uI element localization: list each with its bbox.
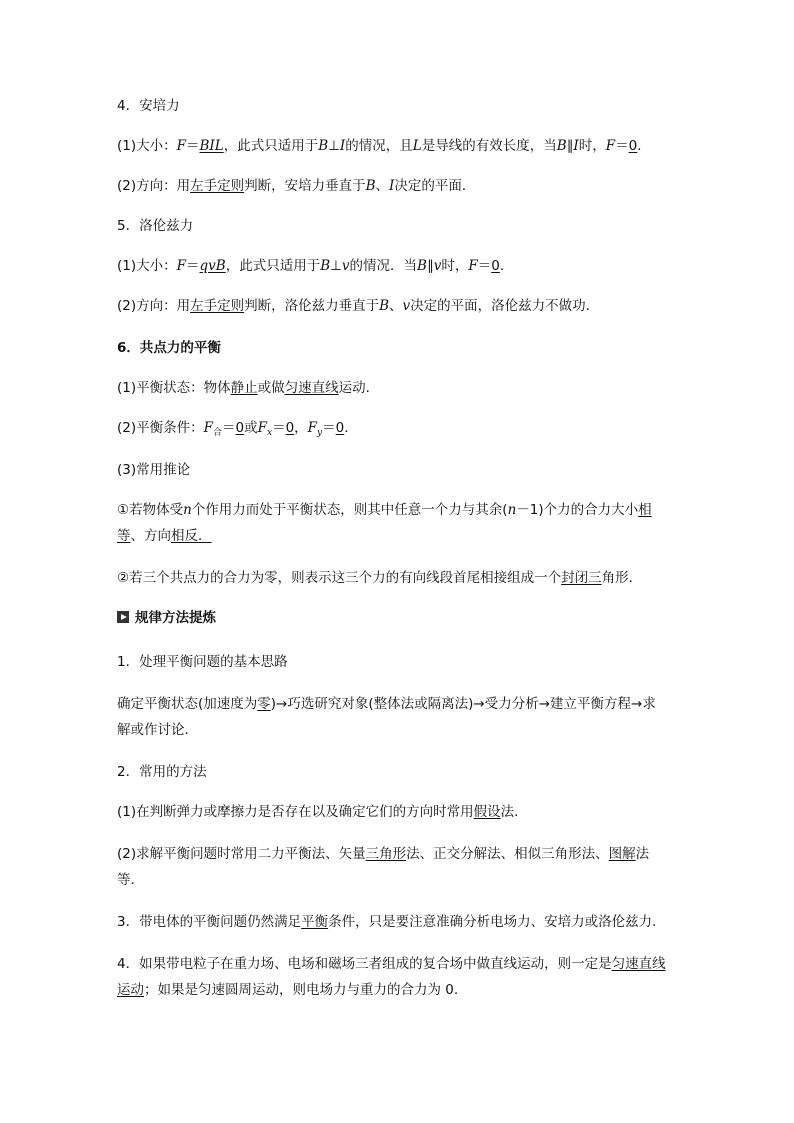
text: (2)方向：用 (117, 178, 191, 194)
answer-blank: 等 (117, 528, 131, 544)
text: 确定平衡状态(加速度为 (117, 696, 258, 712)
ampere-force-magnitude (117, 136, 642, 156)
text: ①若物体受 (117, 502, 184, 518)
text: 的情况，且 (345, 138, 413, 154)
subscript: x (266, 428, 273, 438)
symbol: ∥ (566, 138, 574, 154)
answer-blank: 零 (257, 696, 271, 712)
symbol: F (468, 258, 478, 274)
symbol: v (402, 298, 411, 314)
text: (1)大小： (117, 138, 177, 154)
answer-blank: 左手定则 (190, 298, 245, 314)
answer-blank: 匀速直线 (611, 956, 666, 972)
text: 判断，洛伦兹力垂直于 (244, 298, 380, 314)
section-title: 1．处理平衡问题的基本思路 (117, 654, 288, 670)
answer-blank: 相 (638, 502, 652, 518)
text: 法、正交分解法、相似三角形法、 (406, 846, 609, 862)
subscript: 合 (213, 428, 223, 438)
section-title: 2．常用的方法 (117, 764, 207, 780)
text: 判断，安培力垂直于 (244, 178, 366, 194)
text: ， (294, 420, 308, 436)
symbol: ⊥ (330, 258, 342, 274)
text: 4．如果带电粒子在重力场、电场和磁场三者组成的复合场中做直线运动，则一定是 (117, 956, 612, 972)
text: 个作用力而处于平衡状态，则其中任意一个力与其余( (191, 502, 508, 518)
section-title: 6．共点力的平衡 (117, 340, 221, 356)
answer-blank: 相反． (171, 528, 212, 544)
answer-blank: 运动 (117, 982, 144, 998)
text: 时， (441, 258, 469, 274)
lorentz-force-magnitude (117, 256, 504, 276)
text: 时， (578, 138, 606, 154)
text: ＝ (186, 138, 200, 154)
symbol: F (307, 420, 318, 436)
section-title: 5．洛伦兹力 (117, 218, 194, 234)
text: 决定的平面，洛伦兹力不做功． (410, 298, 600, 314)
answer-blank: 0 (285, 420, 295, 436)
text: ；如果是匀速圆周运动，则电场力与重力的合力为 0. (144, 982, 459, 998)
text: 是导线的有效长度，当 (421, 138, 557, 154)
text: (3)常用推论 (117, 462, 191, 478)
equilibrium-condition (117, 418, 349, 443)
answer-blank: qvB (199, 258, 226, 274)
text: 或 (244, 420, 258, 436)
symbol: I (573, 138, 579, 154)
method-2-item-2-line1 (117, 844, 649, 864)
corollary-1-line2 (117, 526, 212, 546)
answer-blank: 静止 (230, 380, 258, 396)
text: ＝ (477, 258, 492, 274)
method-2-item-2-line2 (117, 870, 144, 890)
text: ，此式只适用于 (225, 258, 321, 274)
section-5-heading (117, 216, 193, 236)
text: (2)求解平衡问题时常用二力平衡法、矢量 (117, 846, 366, 862)
text: ＝ (615, 138, 629, 154)
symbol: I (339, 138, 346, 154)
text: (1)在判断弹力或摩擦力是否存在以及确定它们的方向时常用 (117, 804, 474, 820)
corollary-1-line1 (117, 500, 652, 520)
method-2-heading (117, 762, 207, 782)
answer-blank: 匀速直线 (284, 380, 339, 396)
corollary-2 (117, 568, 642, 588)
text: 等． (117, 872, 144, 888)
answer-blank: 平衡 (301, 914, 329, 930)
text: . (344, 420, 349, 436)
text: )→巧选研究对象(整体法或隔离法)→受力分析→建立平衡方程→求 (270, 696, 656, 712)
symbol: n (507, 502, 517, 518)
answer-blank: 图解 (608, 846, 636, 862)
symbol: B (379, 298, 390, 314)
text: ＝ (222, 420, 236, 436)
text: ②若三个共点力的合力为零，则表示这三个力的有向线段首尾相接组成一个 (117, 570, 562, 586)
play-triangle-icon (117, 611, 129, 623)
subscript: y (317, 428, 323, 438)
answer-blank: 0 (491, 258, 500, 274)
symbol: v (433, 258, 442, 274)
method-4-line1 (117, 954, 666, 974)
symbol: B (365, 178, 376, 194)
lorentz-force-direction (117, 296, 599, 316)
text: －1)个力的合力大小 (516, 502, 639, 518)
symbol: B (318, 138, 329, 154)
text: 条件，只是要注意准确分析电场力、安培力或洛伦兹力． (328, 914, 666, 930)
answer-blank: 假设 (473, 804, 501, 820)
text: (1)大小： (117, 258, 177, 274)
answer-blank: 三角形 (365, 846, 407, 862)
method-2-item-1 (117, 802, 528, 822)
text: (1)平衡状态：物体 (117, 380, 231, 396)
symbol: F (176, 138, 186, 154)
method-1-line1 (117, 694, 656, 714)
text: 3．带电体的平衡问题仍然满足 (117, 914, 302, 930)
symbol: F (203, 420, 213, 436)
equilibrium-state (117, 378, 379, 398)
symbol: F (605, 138, 616, 154)
text: . (637, 138, 642, 154)
section-6-heading (117, 338, 221, 358)
section-4-heading (117, 96, 180, 116)
symbol: n (183, 502, 192, 518)
symbol: F (176, 258, 186, 274)
section-title: 规律方法提炼 (135, 610, 216, 626)
text: ＝ (272, 420, 286, 436)
symbol: I (389, 178, 395, 194)
common-corollary-heading (117, 460, 190, 480)
answer-blank: 封闭三 (561, 570, 602, 586)
symbol: ⊥ (328, 138, 340, 154)
symbol: F (257, 420, 267, 436)
text: ＝ (322, 420, 336, 436)
text: 法． (500, 804, 528, 820)
text: 运动． (338, 380, 380, 396)
symbol: B (320, 258, 331, 274)
method-1-line2 (117, 720, 198, 740)
text: ＝ (186, 258, 200, 274)
symbol: B (556, 138, 567, 154)
answer-blank: 0 (628, 138, 638, 154)
text: 、 (389, 298, 403, 314)
answer-blank: 0 (335, 420, 345, 436)
text: 角形． (601, 570, 643, 586)
text: 、 (375, 178, 390, 194)
answer-blank: 0 (235, 420, 245, 436)
method-4-line2 (117, 980, 458, 1000)
text: (2)方向：用 (117, 298, 191, 314)
text: 或做 (257, 380, 285, 396)
symbol: ∥ (426, 258, 434, 274)
text: (2)平衡条件： (117, 420, 204, 436)
answer-blank: BIL (199, 138, 224, 154)
method-1-heading (117, 652, 288, 672)
answer-blank: 左手定则 (190, 178, 245, 194)
method-section-heading (117, 608, 216, 628)
text: 法 (635, 846, 650, 862)
text: 、方向 (130, 528, 171, 544)
text: . (499, 258, 505, 274)
text: ，此式只适用于 (223, 138, 319, 154)
symbol: v (341, 258, 350, 274)
symbol: B (417, 258, 427, 274)
text: 解或作讨论． (117, 722, 198, 738)
section-title: 4．安培力 (117, 98, 180, 114)
text: 的情况．当 (349, 258, 418, 274)
symbol: L (412, 138, 422, 154)
text: 决定的平面． (394, 178, 476, 194)
ampere-force-direction (117, 176, 475, 196)
method-3 (117, 912, 666, 932)
